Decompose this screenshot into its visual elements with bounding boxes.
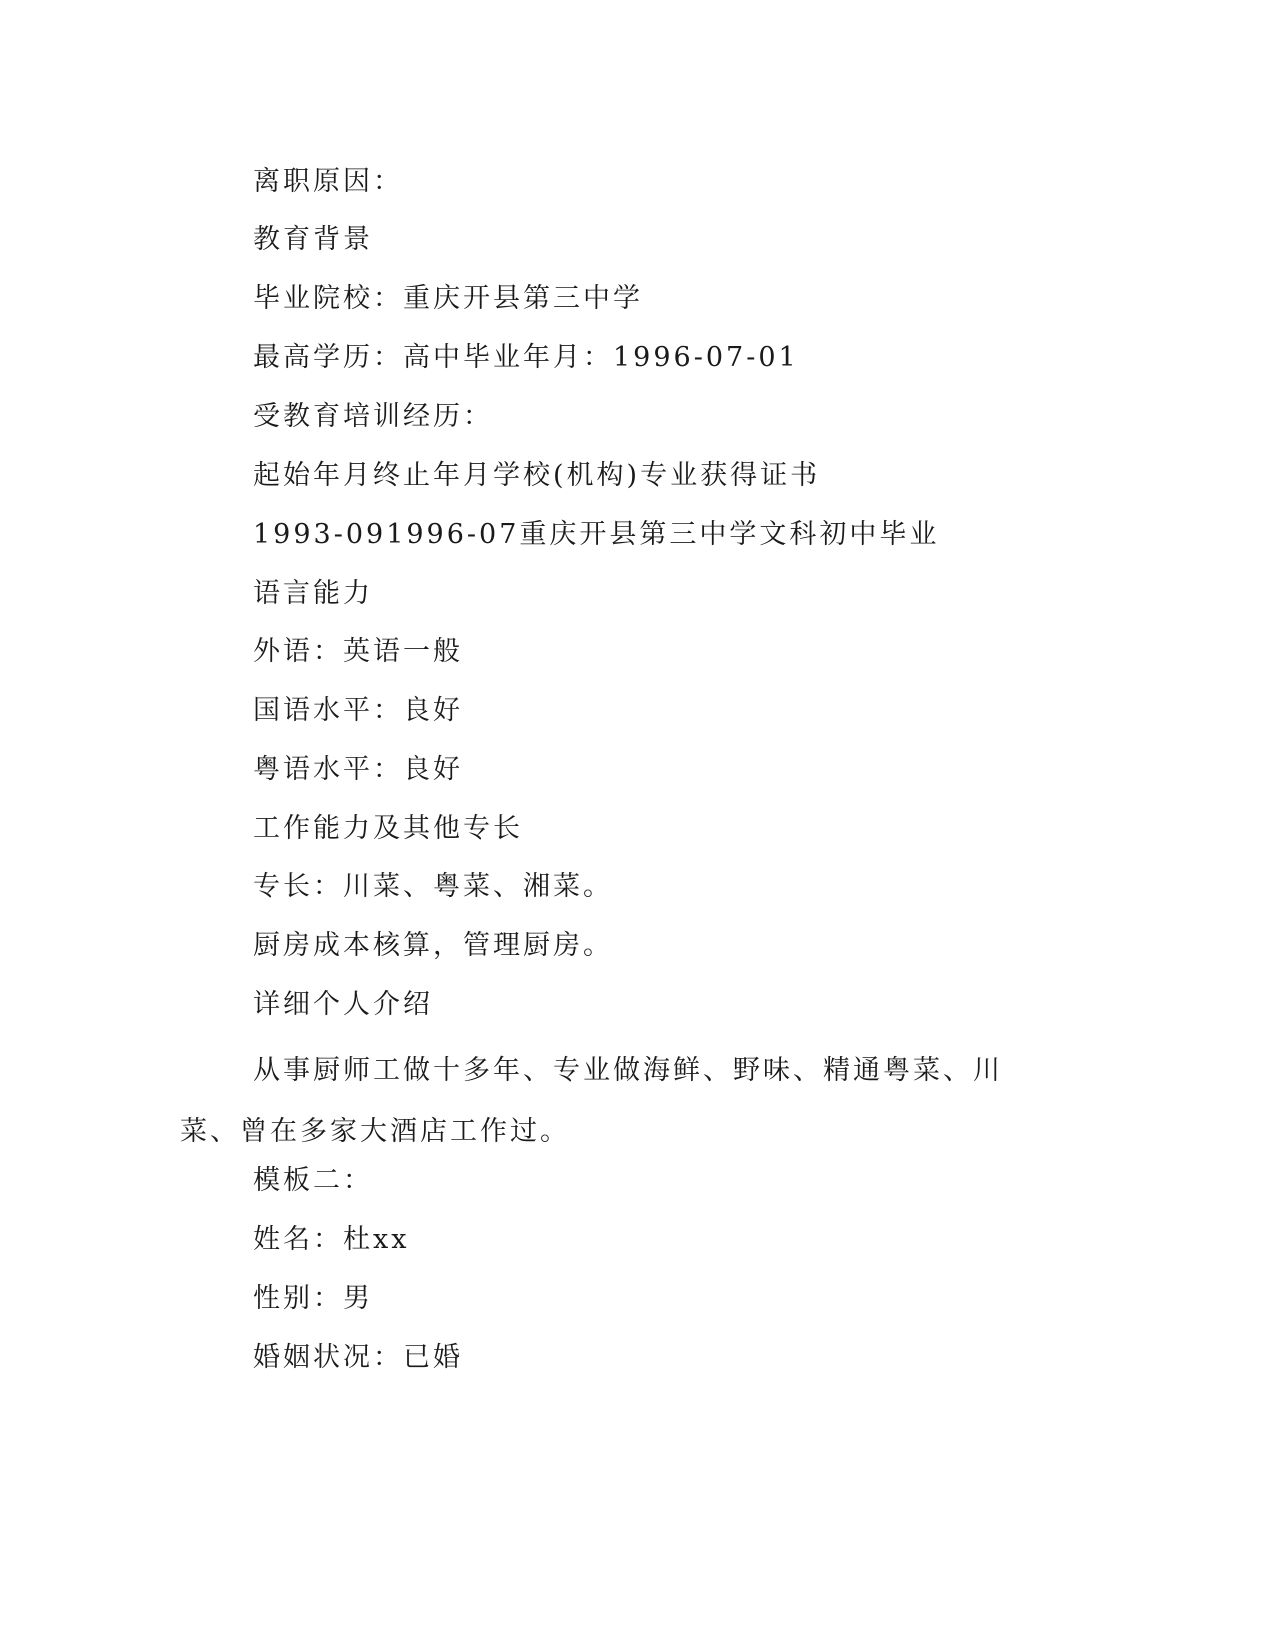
resignation-reason-label: 离职原因： xyxy=(253,166,403,197)
work-ability-heading: 工作能力及其他专长 xyxy=(253,813,523,844)
personal-intro-heading: 详细个人介绍 xyxy=(253,989,433,1020)
training-table-row: 1993-091996-07重庆开县第三中学文科初中毕业 xyxy=(253,519,940,550)
template-two-label: 模板二： xyxy=(253,1165,373,1196)
gender-line: 性别：男 xyxy=(253,1283,373,1314)
name-line: 姓名：杜xx xyxy=(253,1224,410,1255)
specialty-line: 专长：川菜、粤菜、湘菜。 xyxy=(253,871,613,902)
personal-intro-paragraph: 从事厨师工做十多年、专业做海鲜、野味、精通粤菜、川菜、曾在多家大酒店工作过。 xyxy=(180,1055,1003,1147)
mandarin-level-line: 国语水平：良好 xyxy=(253,695,463,726)
foreign-language-line: 外语：英语一般 xyxy=(253,636,463,667)
marital-status-line: 婚姻状况：已婚 xyxy=(253,1342,463,1373)
cantonese-level-line: 粤语水平：良好 xyxy=(253,754,463,785)
education-background-heading: 教育背景 xyxy=(253,224,373,255)
highest-education-line: 最高学历：高中毕业年月：1996-07-01 xyxy=(253,342,799,373)
graduate-school-line: 毕业院校：重庆开县第三中学 xyxy=(253,283,643,314)
training-table-header: 起始年月终止年月学校(机构)专业获得证书 xyxy=(253,460,821,491)
kitchen-management-line: 厨房成本核算，管理厨房。 xyxy=(253,930,613,961)
training-history-label: 受教育培训经历： xyxy=(253,401,493,432)
language-ability-heading: 语言能力 xyxy=(253,578,373,609)
